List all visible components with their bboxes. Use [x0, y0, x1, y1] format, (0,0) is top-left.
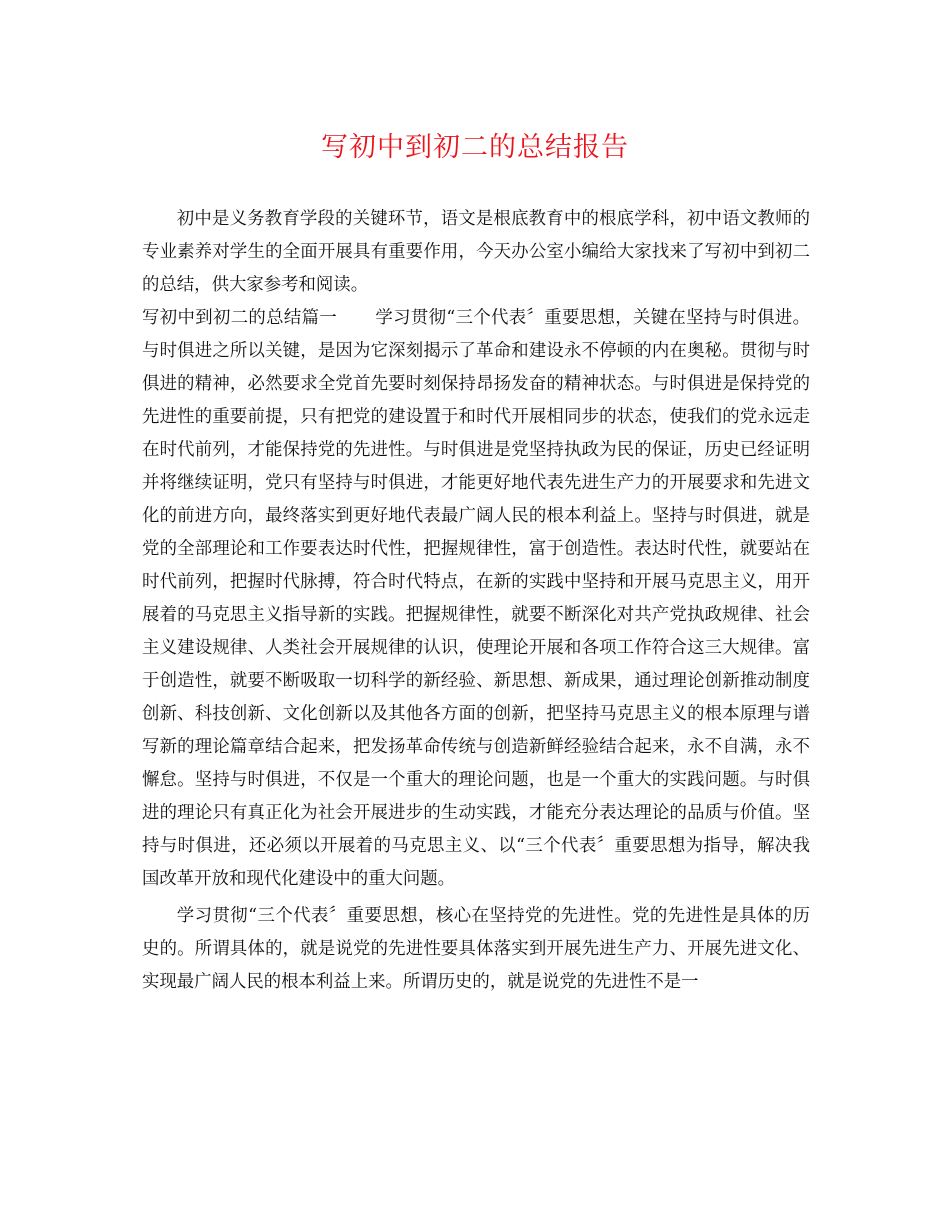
section-one-paragraph — [142, 302, 810, 896]
intro-paragraph: 初中是义务教育学段的关键环节，语文是根底教育中的根底学科，初中语文教师的专业素养对学生的全面开展具有重要作用，今天办公室小编给大家找来了写初中到初二的总结，供大家参考和阅读。 — [142, 209, 810, 295]
section-two-paragraph: 学习贯彻“三个代表〞重要思想，核心在坚持党的先进性。党的先进性是具体的历史的。所谓具体的，就是说党的先进性要具体落实到开展先进生产力、开展先进文化、实现最广阔人民的根本利益上来。所谓历史的，就是说党的先进性不是一 — [142, 906, 810, 992]
section-heading: 写初中到初二的总结篇一 — [142, 308, 338, 328]
document-title: 写初中到初二的总结报告 — [321, 132, 629, 163]
section-one-text: 学习贯彻“三个代表〞重要思想，关键在坚持与时俱进。与时俱进之所以关键，是因为它深刻揭示了革命和建设永不停顿的内在奥秘。贯彻与时俱进的精神，必然要求全党首先要时刻保持昂扬发奋的精神状态。与时俱进是保持党的先进性的重要前提，只有把党的建设置于和时代开展相同步的状态，使我们的党永远走在时代前列，才能保持党的先进性。与时俱进是党坚持执政为民的保证，历史已经证明并将继续证明，党只有坚持与时俱进，才能更好地代表先进生产力的开展要求和先进文化的前进方向，最终落实到更好地代表最广阔人民的根本利益上。坚持与时俱进，就是党的全部理论和工作要表达时代性，把握规律性，富于创造性。表达时代性，就要站在时代前列，把握时代脉搏，符合时代特点，在新的实践中坚持和开展马克思主义，用开展着的马克思主义指导新的实践。把握规律性，就要不断深化对共产党执政规律、社会主义建设规律、人类社会开展规律的认识，使理论开展和各项工作符合这三大规律。富于创造性，就要不断吸取一切科学的新经验、新思想、新成果，通过理论创新推动制度创新、科技创新、文化创新以及其他各方面的创新，把坚持马克思主义的根本原理与谱写新的理论篇章结合起来，把发扬革命传统与创造新鲜经验结合起来，永不自满，永不懈怠。坚持与时俱进，不仅是一个重大的理论问题，也是一个重大的实践问题。与时俱进的理论只有真正化为社会开展进步的生动实践，才能充分表达理论的品质与价值。坚持与时俱进，还必须以开展着的马克思主义、以“三个代表〞重要思想为指导，解决我国改革开放和现代化建设中的重大问题。 — [142, 308, 810, 889]
document-body — [142, 203, 810, 999]
